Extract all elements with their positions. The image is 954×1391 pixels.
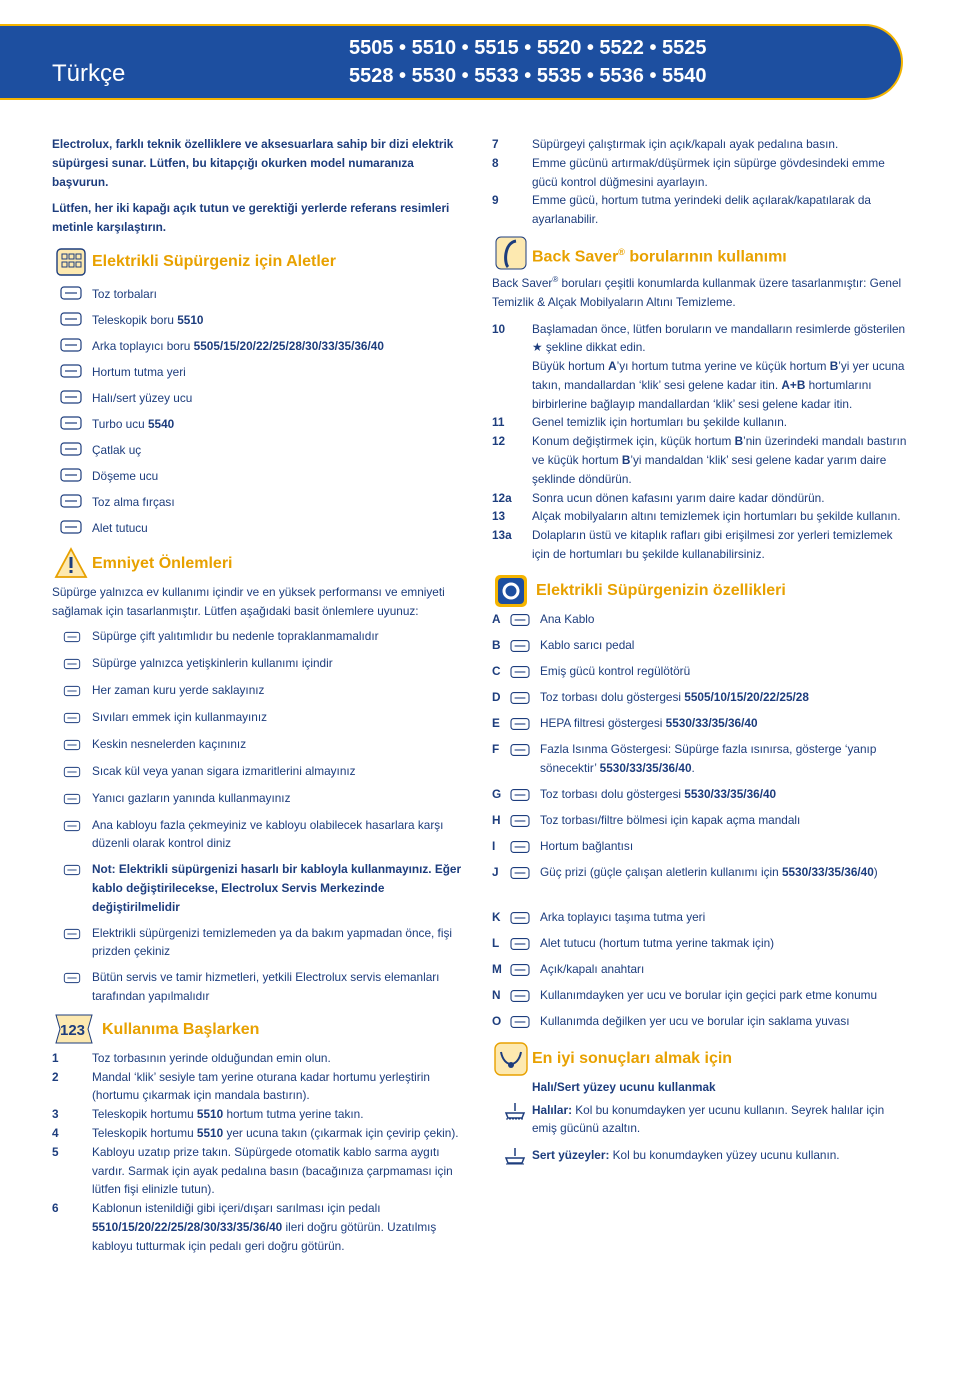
section-safety: [52, 547, 466, 579]
section-title: Back Saver® borularının kullanımı: [532, 246, 787, 266]
step-1: 1 Toz torbasının yerinde olduğundan emin olun.: [52, 1050, 331, 1065]
tool-label: Alet tutucu: [92, 520, 148, 535]
step-12a: 12a Sonra ucun dönen kafasını yarım daire kadar döndürün.: [492, 490, 825, 505]
safety-list: [52, 627, 466, 1006]
plug-icon: [62, 860, 82, 880]
feature-g: G Toz torbası dolu göstergesi 5530/33/35/36/40: [492, 785, 912, 811]
step-2: 2 Mandal ‘klik’ sesiyle tam yerine oturana kadar hortumu yerleştirin (hortumu çıkarmak için mandala bastırın).: [52, 1069, 430, 1103]
dust-bag-icon: [58, 283, 84, 303]
bag-full-indicator-icon: [508, 786, 534, 804]
intro-paragraph-1: Electrolux, farklı teknik özelliklere ve aksesuarlara sahip bir dizi elektrik süpürgesi sunar. Lütfen, bu kitapçığı okurken model numaranıza başvurun.: [52, 137, 454, 189]
feature-a: A Ana Kablo: [492, 610, 912, 636]
tool-label: Toz torbaları: [92, 286, 157, 301]
tool-item: [52, 411, 466, 437]
section-tools: [52, 245, 466, 277]
models-line-1: 5505 • 5510 • 5515 • 5520 • 5522 • 5525: [349, 37, 707, 59]
park-position-icon: [508, 987, 534, 1005]
dusting-brush-icon: [58, 491, 84, 511]
tool-item: [52, 463, 466, 489]
warning-triangle-icon: [54, 547, 88, 579]
safety-intro: Süpürge yalnızca ev kullanımı içindir ve en yüksek performansı ve emniyeti sağlamak için tasarlanmıştır. Lütfen aşağıdaki basit önlemlere uyunuz:: [52, 584, 445, 618]
step-5: 5 Kabloyu uzatıp prize takın. Süpürgede otomatik kablo sarma aygıtı vardır. Sarmak için ayak pedalına basın (bacağınıza çarpmaması için lütfen fişi elinizle tutun).: [52, 1144, 453, 1197]
tool-label: Döşeme ucu: [92, 468, 159, 483]
hard-floor-mode-icon: [502, 1146, 522, 1166]
feature-b: B Kablo sarıcı pedal: [492, 636, 912, 662]
feature-f: F Fazla Isınma Göstergesi: Süpürge fazla ısınırsa, gösterge ‘yanıp sönecektir’ 5530/33/35/36/40.: [492, 741, 877, 775]
features-list: [492, 610, 912, 1038]
safety-item: Bütün servis ve tamir hizmetleri, yetkili Electrolux servis elemanları tarafından yapılmalıdır: [52, 968, 466, 1006]
tool-label: Halı/sert yüzey ucu: [92, 390, 193, 405]
feature-i: I Hortum bağlantısı: [492, 837, 912, 863]
safety-item: Her zaman kuru yerde saklayınız: [52, 681, 466, 701]
tool-label: Arka toplayıcı boru 5505/15/20/22/25/28/30/33/35/36/40: [92, 338, 384, 353]
section-backsaver: [492, 235, 912, 267]
tool-clip-icon: [508, 935, 534, 953]
step-3: 3 Teleskopik hortumu 5510 hortum tutma yerine takın.: [52, 1107, 364, 1122]
section-best-results: [492, 1042, 912, 1074]
curved-tube-icon: [494, 235, 528, 267]
storage-slot-icon: [508, 1013, 534, 1031]
section-title: Kullanıma Başlarken: [102, 1020, 260, 1038]
tool-label: Toz alma fırçası: [92, 494, 175, 509]
section-title: Elektrikli Süpürgeniz için Aletler: [92, 252, 336, 270]
ribbon-icon: [494, 1042, 528, 1074]
telescopic-tube-icon: [58, 309, 84, 329]
section-title: Elektrikli Süpürgenizin özellikleri: [536, 581, 786, 599]
safety-item: Sıcak kül veya yanan sigara izmaritlerini almayınız: [52, 762, 466, 782]
back-tube-icon: [58, 335, 84, 355]
cable-rewind-pedal-icon: [508, 637, 534, 655]
hose-connection-icon: [508, 838, 534, 856]
numbers-123-icon: [54, 1013, 88, 1045]
backsaver-intro: Back Saver® boruları çeşitli konumlarda kullanmak üzere tasarlanmıştır: Genel Temizlik & Alçak Mobilyaların Altını Temizleme.: [492, 274, 902, 309]
safety-item: Keskin nesnelerden kaçınınız: [52, 735, 466, 755]
safety-item: Elektrikli süpürgenizi temizlemeden ya da bakım yapmadan önce, fişi prizden çekiniz: [52, 924, 466, 962]
overheat-indicator-icon: [508, 741, 534, 759]
upholstery-nozzle-icon: [58, 465, 84, 485]
crevice-nozzle-icon: [58, 439, 84, 459]
feature-h: H Toz torbası/filtre bölmesi için kapak açma mandalı: [492, 811, 912, 837]
cable-icon: [508, 611, 534, 629]
feature-m: M Açık/kapalı anahtarı: [492, 960, 912, 986]
no-sharp-icon: [62, 735, 82, 755]
feature-e: E HEPA filtresi göstergesi 5530/33/35/36/40: [492, 714, 912, 740]
feature-c: C Emiş gücü kontrol regülötörü: [492, 662, 912, 688]
no-liquid-icon: [62, 708, 82, 728]
hard-floor-tip: Sert yüzeyler: Kol bu konumdayken yüzey ucunu kullanın.: [492, 1146, 912, 1166]
tool-item: [52, 515, 466, 541]
tool-item: [52, 437, 466, 463]
lid-latch-icon: [508, 812, 534, 830]
section-title: Emniyet Önlemleri: [92, 554, 233, 572]
tool-item: [52, 489, 466, 515]
step-12: 12 Konum değiştirmek için, küçük hortum B’nin üzerindeki mandalı bastırın ve küçük hortum B’yi mandaldan ‘klik’ sesi gelene kadar yarım daire şeklinde döndürün.: [492, 434, 907, 486]
feature-k: K Arka toplayıcı taşıma tutma yeri: [492, 908, 912, 934]
turbo-nozzle-icon: [58, 413, 84, 433]
step-8: 8 Emme gücünü artırmak/düşürmek için süpürge gövdesindeki emme gücü kontrol düğmesini ayarlayın.: [492, 155, 885, 189]
on-off-switch-icon: [508, 961, 534, 979]
safety-item: Ana kabloyu fazla çekmeyiniz ve kabloyu olabilecek hasarlara karşı düzenli olarak kontrol diniz: [52, 816, 466, 854]
right-column: [492, 135, 912, 1173]
step-4: 4 Teleskopik hortumu 5510 yer ucuna takın (çıkarmak için çevirip çekin).: [52, 1125, 459, 1140]
step-10: 10 Başlamadan önce, lütfen boruların ve mandalların resimlerde gösterilen ★ şekline dikkat edin. Büyük hortum A’yı hortum tutma yerine ve küçük hortum B’yi yer ucuna takın, mandallardan ‘klik’ sesi gelene kadar itin. A+B hortumlarını birbirlerine bağlayıp mandallardan ‘klik’ sesi gelene kadar itin.: [492, 321, 906, 411]
tool-item: [52, 333, 466, 359]
best-results-body: [492, 1078, 912, 1097]
carpet-nozzle-icon: [58, 387, 84, 407]
step-6: 6 Kablonun istenildiği gibi içeri/dışarı sarılması için pedalı 5510/15/20/22/25/28/30/33/35/36/40 ileri doğru götürün. Uzatılmış kabloyu tutturmak için pedalı geri doğru götürün.: [52, 1201, 437, 1253]
step-7: 7 Süpürgeyi çalıştırmak için açık/kapalı ayak pedalına basın.: [492, 137, 839, 151]
header-banner: [0, 24, 903, 100]
unplug-icon: [62, 924, 82, 944]
bag-indicator-icon: [508, 689, 534, 707]
wrench-icon: [62, 968, 82, 988]
flame-icon: [62, 789, 82, 809]
step-11: 11 Genel temizlik için hortumları bu şekilde kullanın.: [492, 415, 788, 430]
tool-item: [52, 281, 466, 307]
tool-label: Çatlak uç: [92, 442, 142, 457]
section-title: En iyi sonuçları almak için: [532, 1049, 733, 1067]
intro-paragraph-2: Lütfen, her iki kapağı açık tutun ve gerektiği yerlerde referans resimleri metinle karşılaştırın.: [52, 201, 450, 235]
carpet-mode-icon: [502, 1101, 522, 1121]
tool-label: Teleskopik boru 5510: [92, 312, 204, 327]
safety-item: Not: Elektrikli süpürgenizi hasarlı bir kabloyla kullanmayınız. Eğer kablo değiştirilecekse, Electrolux Servis Merkezinde değiştirilmelidir: [52, 860, 466, 916]
toolbox-icon: [54, 245, 88, 277]
model-numbers: [349, 34, 707, 90]
feature-l: L Alet tutucu (hortum tutma yerine takmak için): [492, 934, 912, 960]
tools-list: [52, 281, 466, 541]
safety-item: Süpürge çift yalıtımlıdır bu nedenle topraklanmamalıdır: [52, 627, 466, 647]
tool-label: Hortum tutma yeri: [92, 364, 186, 379]
safety-item: Süpürge yalnızca yetişkinlerin kullanımı içindir: [52, 654, 466, 674]
umbrella-icon: [62, 681, 82, 701]
left-column: [52, 135, 466, 1256]
language-title: Türkçe: [52, 60, 126, 87]
step-9: 9 Emme gücü, hortum tutma yerindeki delik açılarak/kapatılarak da ayarlanabilir.: [492, 193, 871, 227]
best-subtitle: Halı/Sert yüzey ucunu kullanmak: [532, 1079, 716, 1094]
safety-item: Yanıcı gazların yanında kullanmayınız: [52, 789, 466, 809]
feature-j: J Güç prizi (güçle çalışan aletlerin kullanımı için 5530/33/35/36/40): [492, 863, 912, 908]
tool-holder-icon: [58, 517, 84, 537]
vacuum-body-icon: [494, 574, 528, 606]
cable-damage-icon: [62, 816, 82, 836]
feature-n: N Kullanımdayken yer ucu ve borular için geçici park etme konumu: [492, 986, 912, 1012]
tool-label: Turbo ucu 5540: [92, 416, 175, 431]
feature-d: D Toz torbası dolu göstergesi 5505/10/15/20/22/25/28: [492, 688, 912, 714]
suction-control-icon: [508, 663, 534, 681]
tool-item: [52, 359, 466, 385]
exclamation-circle-icon: [62, 654, 82, 674]
step-13: 13 Alçak mobilyaların altını temizlemek için hortumları bu şekilde kullanın.: [492, 509, 901, 524]
carpet-tip: Halılar: Kol bu konumdayken yer ucunu kullanın. Seyrek halılar için emiş gücünü azaltın.: [492, 1101, 912, 1139]
safety-item: Sıvıları emmek için kullanmayınız: [52, 708, 466, 728]
models-line-2: 5528 • 5530 • 5533 • 5535 • 5536 • 5540: [349, 65, 707, 87]
hepa-filter-icon: [508, 715, 534, 733]
feature-o: O Kullanımda değilken yer ucu ve borular için saklama yuvası: [492, 1012, 912, 1038]
power-socket-icon: [508, 864, 534, 882]
svg-text:123: 123: [60, 1021, 86, 1039]
carry-handle-icon: [508, 909, 534, 927]
tool-item: [52, 385, 466, 411]
tool-item: [52, 307, 466, 333]
lightning-icon: [62, 627, 82, 647]
step-13a: 13a Dolapların üstü ve kitaplık rafları gibi erişilmesi zor yerleri temizlemek için de hortumları bu şekilde kullanabilirsiniz.: [492, 528, 893, 562]
steps-list-continued: [492, 135, 912, 229]
section-start: [52, 1013, 466, 1045]
hose-handle-icon: [58, 361, 84, 381]
no-ash-icon: [62, 762, 82, 782]
section-features: [492, 574, 912, 606]
steps-list: [52, 1049, 466, 1256]
